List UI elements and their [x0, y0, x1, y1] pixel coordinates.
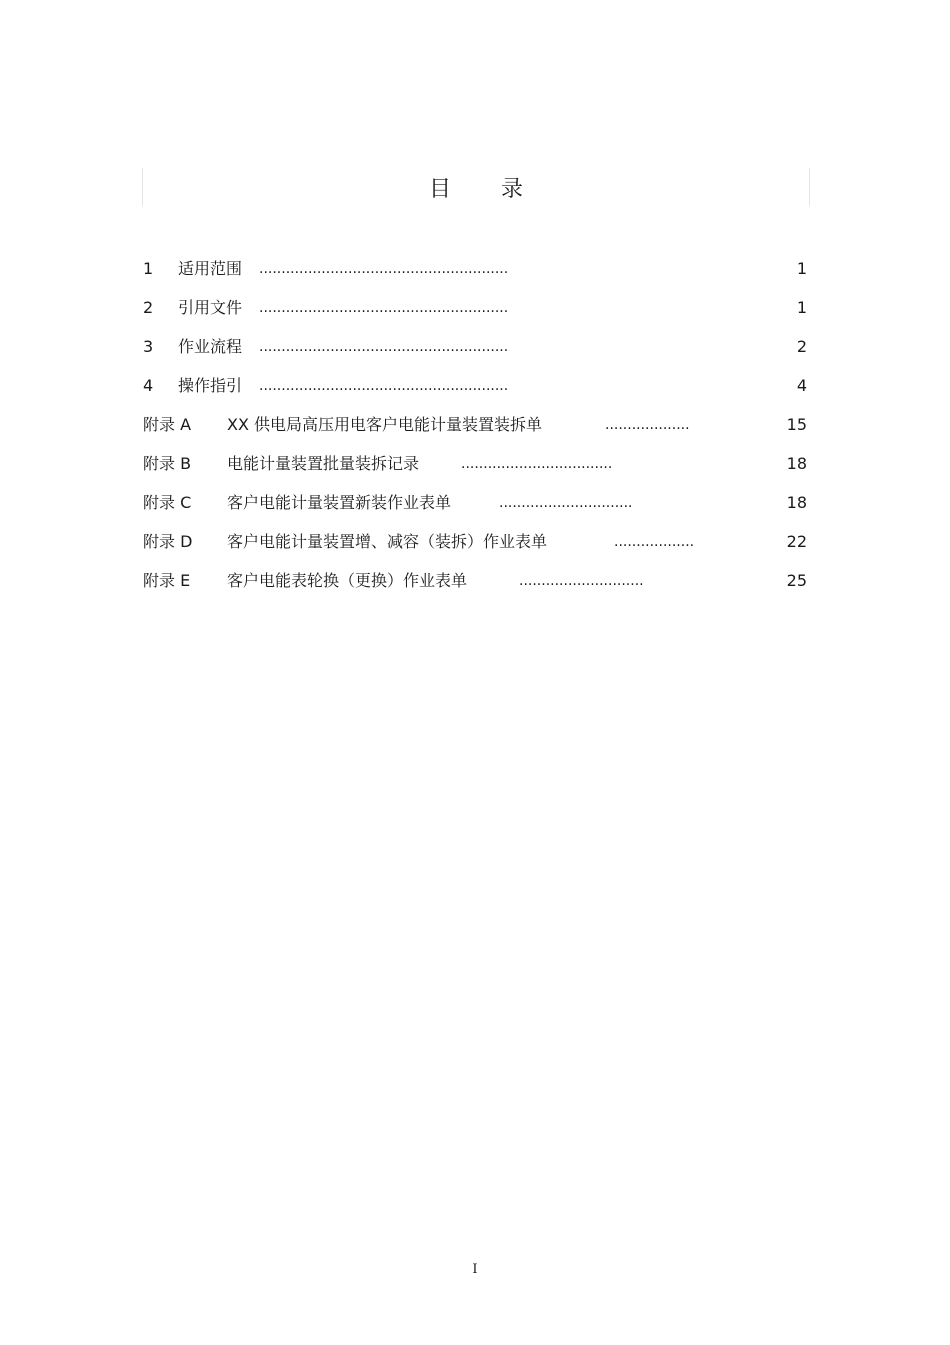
toc-entry-page: 22 — [786, 532, 807, 551]
toc-entry-leader: .................. — [614, 534, 695, 550]
toc-title-char-2: 录 — [501, 177, 524, 202]
toc-entry-page: 15 — [786, 415, 807, 434]
toc-entry-1[interactable] — [143, 252, 807, 291]
toc-entry-appendix-d[interactable] — [143, 525, 807, 564]
toc-entry-number: 附录 E — [143, 571, 191, 590]
toc-entry-leader: ............................ — [519, 573, 644, 589]
toc-entry-number: 附录 D — [143, 532, 193, 551]
toc-entry-page: 18 — [786, 454, 807, 473]
toc-entry-appendix-b[interactable] — [143, 447, 807, 486]
toc-entry-label: 引用文件 — [178, 298, 243, 317]
toc-entry-leader: .............................. — [499, 495, 633, 511]
toc-entry-2[interactable] — [143, 291, 807, 330]
toc-entry-page: 4 — [796, 376, 807, 395]
toc-entry-number: 4 — [143, 376, 154, 395]
toc-entry-leader: ................... — [605, 417, 690, 433]
toc-entry-label: 客户电能表轮换（更换）作业表单 — [227, 571, 468, 590]
toc-entry-leader: .................................. — [461, 456, 613, 472]
toc-entry-label: 客户电能计量装置新装作业表单 — [227, 493, 452, 512]
toc-entry-number: 附录 B — [143, 454, 192, 473]
toc-title — [143, 172, 809, 203]
toc-entry-label: 作业流程 — [178, 337, 243, 356]
toc-entry-number: 1 — [143, 259, 154, 278]
toc-entry-page: 25 — [786, 571, 807, 590]
toc-entry-3[interactable] — [143, 330, 807, 369]
toc-entry-leader: ........................................................ — [259, 261, 509, 277]
toc-entry-appendix-a[interactable] — [143, 408, 807, 447]
toc-entry-number: 附录 A — [143, 415, 192, 434]
toc-entry-leader: ........................................................ — [259, 339, 509, 355]
toc-title-bar — [142, 168, 810, 206]
toc-entry-label: 客户电能计量装置增、减容（装拆）作业表单 — [227, 532, 548, 551]
table-of-contents — [143, 252, 807, 603]
toc-entry-label: 适用范围 — [178, 259, 243, 278]
toc-entry-4[interactable] — [143, 369, 807, 408]
toc-entry-page: 1 — [796, 259, 807, 278]
toc-title-char-1: 目 — [428, 177, 451, 202]
toc-entry-leader: ........................................................ — [259, 378, 509, 394]
toc-entry-appendix-c[interactable] — [143, 486, 807, 525]
toc-entry-label: 操作指引 — [178, 376, 243, 395]
toc-entry-page: 1 — [796, 298, 807, 317]
toc-entry-page: 18 — [786, 493, 807, 512]
toc-entry-page: 2 — [796, 337, 807, 356]
toc-entry-number: 附录 C — [143, 493, 192, 512]
page-number: I — [472, 1262, 478, 1277]
toc-entry-number: 2 — [143, 298, 154, 317]
toc-entry-leader: ........................................................ — [259, 300, 509, 316]
toc-entry-number: 3 — [143, 337, 154, 356]
toc-entry-label: XX 供电局高压用电客户电能计量装置装拆单 — [227, 415, 543, 434]
toc-entry-label: 电能计量装置批量装拆记录 — [227, 454, 420, 473]
toc-entry-appendix-e[interactable] — [143, 564, 807, 603]
